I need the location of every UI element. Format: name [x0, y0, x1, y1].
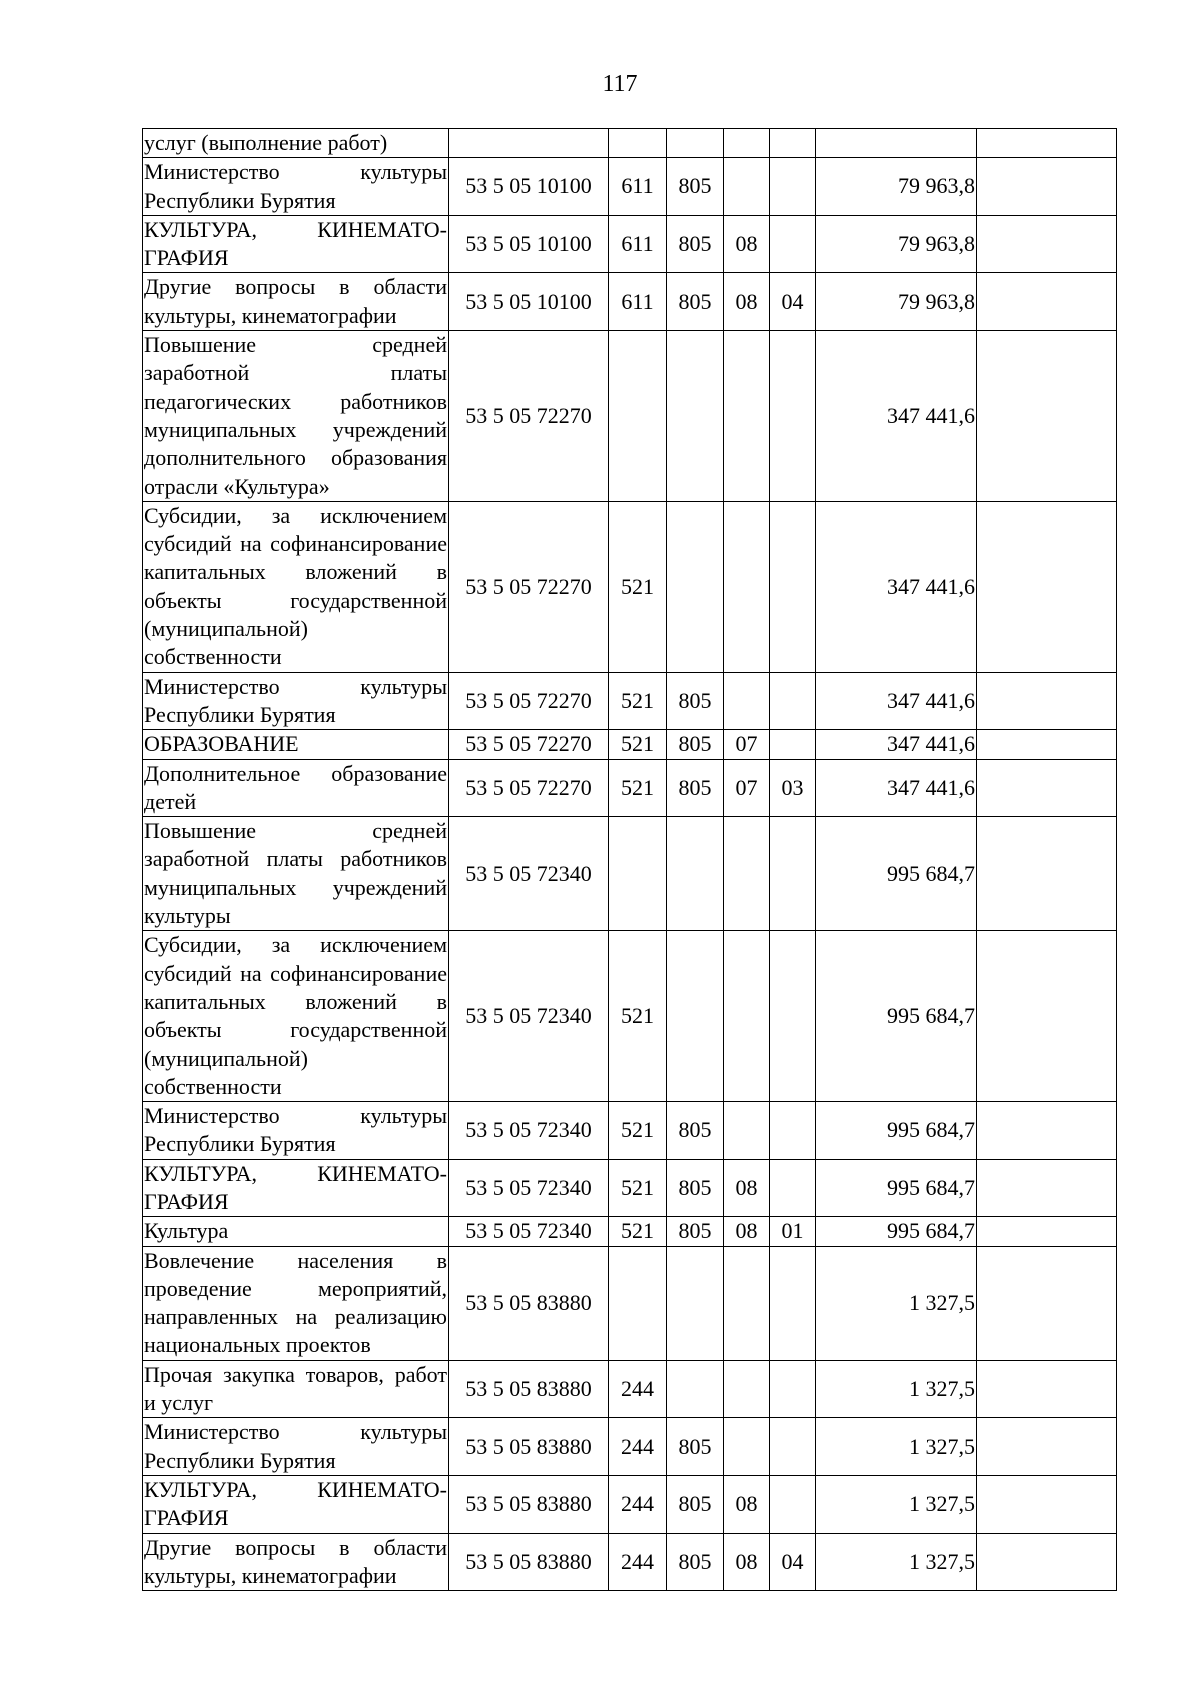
table-row [143, 672, 1117, 730]
expense-type-cell [609, 817, 667, 931]
expense-type-cell [609, 331, 667, 502]
amount-cell: 995 684,7 [816, 1217, 977, 1246]
row-name-cell: Министерство культуры Республики Бурятия [143, 672, 449, 730]
target-code-cell: 53 5 05 83880 [449, 1360, 609, 1418]
row-name-cell: Другие вопросы в области культуры, кинематографии [143, 1533, 449, 1591]
amount-cell: 79 963,8 [816, 158, 977, 216]
target-code-cell: 53 5 05 83880 [449, 1246, 609, 1360]
section-cell: 08 [724, 1533, 770, 1591]
table-row [143, 158, 1117, 216]
subsection-cell: 03 [770, 759, 816, 817]
table-row [143, 1533, 1117, 1591]
expense-type-cell: 521 [609, 1159, 667, 1217]
target-code-cell: 53 5 05 72270 [449, 331, 609, 502]
amount-cell: 1 327,5 [816, 1360, 977, 1418]
table-row [143, 1246, 1117, 1360]
section-cell [724, 1102, 770, 1160]
ministry-code-cell: 805 [667, 730, 724, 759]
section-cell: 08 [724, 273, 770, 331]
target-code-cell: 53 5 05 10100 [449, 215, 609, 273]
subsection-cell [770, 672, 816, 730]
empty-cell [977, 1418, 1117, 1476]
amount-cell: 347 441,6 [816, 501, 977, 672]
section-cell [724, 129, 770, 158]
empty-cell [977, 1217, 1117, 1246]
amount-cell: 347 441,6 [816, 672, 977, 730]
target-code-cell: 53 5 05 83880 [449, 1533, 609, 1591]
target-code-cell: 53 5 05 72340 [449, 931, 609, 1102]
subsection-cell [770, 501, 816, 672]
subsection-cell [770, 1102, 816, 1160]
ministry-code-cell: 805 [667, 273, 724, 331]
table-row [143, 1102, 1117, 1160]
subsection-cell [770, 730, 816, 759]
page-number: 117 [602, 71, 638, 97]
section-cell: 07 [724, 730, 770, 759]
row-name-cell: Субсидии, за исключением субсидий на софинансирование капитальных вложений в объекты государственной (муниципальной) собственности [143, 931, 449, 1102]
section-cell: 07 [724, 759, 770, 817]
section-cell [724, 1246, 770, 1360]
table-row [143, 759, 1117, 817]
table-row [143, 273, 1117, 331]
empty-cell [977, 129, 1117, 158]
target-code-cell: 53 5 05 83880 [449, 1418, 609, 1476]
subsection-cell [770, 1418, 816, 1476]
ministry-code-cell: 805 [667, 1217, 724, 1246]
ministry-code-cell: 805 [667, 1475, 724, 1533]
expense-type-cell: 521 [609, 1102, 667, 1160]
empty-cell [977, 1533, 1117, 1591]
expense-type-cell [609, 1246, 667, 1360]
amount-cell [816, 129, 977, 158]
subsection-cell [770, 1159, 816, 1217]
ministry-code-cell: 805 [667, 1102, 724, 1160]
subsection-cell: 04 [770, 273, 816, 331]
amount-cell: 995 684,7 [816, 817, 977, 931]
row-name-cell: Субсидии, за исключением субсидий на софинансирование капитальных вложений в объекты государственной (муниципальной) собственности [143, 501, 449, 672]
table-row [143, 931, 1117, 1102]
amount-cell: 79 963,8 [816, 273, 977, 331]
subsection-cell [770, 1246, 816, 1360]
row-name-cell: Вовлечение населения в проведение мероприятий, направленных на реализацию национальных проектов [143, 1246, 449, 1360]
empty-cell [977, 1102, 1117, 1160]
empty-cell [977, 1159, 1117, 1217]
table-row [143, 1418, 1117, 1476]
ministry-code-cell: 805 [667, 1159, 724, 1217]
section-cell: 08 [724, 1217, 770, 1246]
subsection-cell [770, 931, 816, 1102]
subsection-cell [770, 1360, 816, 1418]
empty-cell [977, 158, 1117, 216]
target-code-cell: 53 5 05 72270 [449, 672, 609, 730]
section-cell [724, 672, 770, 730]
section-cell: 08 [724, 215, 770, 273]
table-row [143, 215, 1117, 273]
target-code-cell: 53 5 05 72340 [449, 1102, 609, 1160]
target-code-cell: 53 5 05 83880 [449, 1475, 609, 1533]
expense-type-cell: 611 [609, 273, 667, 331]
amount-cell: 995 684,7 [816, 1102, 977, 1160]
expense-type-cell: 521 [609, 730, 667, 759]
expense-type-cell: 611 [609, 158, 667, 216]
row-name-cell: КУЛЬТУРА, КИНЕМАТО-ГРАФИЯ [143, 215, 449, 273]
amount-cell: 1 327,5 [816, 1418, 977, 1476]
ministry-code-cell: 805 [667, 215, 724, 273]
expense-type-cell: 244 [609, 1475, 667, 1533]
target-code-cell: 53 5 05 72340 [449, 817, 609, 931]
amount-cell: 347 441,6 [816, 331, 977, 502]
section-cell [724, 331, 770, 502]
table-row [143, 730, 1117, 759]
section-cell [724, 158, 770, 216]
section-cell: 08 [724, 1475, 770, 1533]
subsection-cell [770, 215, 816, 273]
expense-type-cell: 244 [609, 1360, 667, 1418]
section-cell [724, 1418, 770, 1476]
row-name-cell: Министерство культуры Республики Бурятия [143, 1418, 449, 1476]
row-name-cell: Дополнительное образование детей [143, 759, 449, 817]
row-name-cell: Повышение средней заработной платы работников муниципальных учреждений культуры [143, 817, 449, 931]
table-row [143, 1360, 1117, 1418]
target-code-cell: 53 5 05 72270 [449, 730, 609, 759]
amount-cell: 1 327,5 [816, 1475, 977, 1533]
table-row [143, 1159, 1117, 1217]
subsection-cell [770, 331, 816, 502]
expense-type-cell: 244 [609, 1533, 667, 1591]
budget-table [142, 128, 1117, 1591]
section-cell [724, 1360, 770, 1418]
amount-cell: 995 684,7 [816, 1159, 977, 1217]
empty-cell [977, 931, 1117, 1102]
subsection-cell: 04 [770, 1533, 816, 1591]
ministry-code-cell [667, 331, 724, 502]
amount-cell: 1 327,5 [816, 1246, 977, 1360]
row-name-cell: ОБРАЗОВАНИЕ [143, 730, 449, 759]
row-name-cell: Министерство культуры Республики Бурятия [143, 158, 449, 216]
empty-cell [977, 215, 1117, 273]
empty-cell [977, 730, 1117, 759]
expense-type-cell: 611 [609, 215, 667, 273]
empty-cell [977, 1246, 1117, 1360]
row-name-cell: Другие вопросы в области культуры, кинематографии [143, 273, 449, 331]
target-code-cell: 53 5 05 72340 [449, 1217, 609, 1246]
target-code-cell: 53 5 05 72270 [449, 759, 609, 817]
subsection-cell [770, 158, 816, 216]
ministry-code-cell [667, 129, 724, 158]
ministry-code-cell [667, 1246, 724, 1360]
empty-cell [977, 1475, 1117, 1533]
row-name-cell: Министерство культуры Республики Бурятия [143, 1102, 449, 1160]
ministry-code-cell [667, 1360, 724, 1418]
ministry-code-cell [667, 817, 724, 931]
ministry-code-cell: 805 [667, 158, 724, 216]
amount-cell: 347 441,6 [816, 759, 977, 817]
expense-type-cell: 244 [609, 1418, 667, 1476]
row-name-cell: услуг (выполнение работ) [143, 129, 449, 158]
row-name-cell: Повышение средней заработной платы педагогических работников муниципальных учреждений дополнительного образования отрасли «Культура» [143, 331, 449, 502]
target-code-cell: 53 5 05 72270 [449, 501, 609, 672]
target-code-cell: 53 5 05 10100 [449, 158, 609, 216]
empty-cell [977, 501, 1117, 672]
section-cell [724, 501, 770, 672]
row-name-cell: Культура [143, 1217, 449, 1246]
section-cell [724, 817, 770, 931]
empty-cell [977, 273, 1117, 331]
amount-cell: 347 441,6 [816, 730, 977, 759]
row-name-cell: КУЛЬТУРА, КИНЕМАТО-ГРАФИЯ [143, 1475, 449, 1533]
expense-type-cell: 521 [609, 931, 667, 1102]
empty-cell [977, 759, 1117, 817]
ministry-code-cell: 805 [667, 672, 724, 730]
subsection-cell [770, 1475, 816, 1533]
section-cell: 08 [724, 1159, 770, 1217]
amount-cell: 995 684,7 [816, 931, 977, 1102]
empty-cell [977, 672, 1117, 730]
ministry-code-cell: 805 [667, 1418, 724, 1476]
ministry-code-cell: 805 [667, 759, 724, 817]
row-name-cell: КУЛЬТУРА, КИНЕМАТО-ГРАФИЯ [143, 1159, 449, 1217]
table-row [143, 1217, 1117, 1246]
table-row [143, 501, 1117, 672]
table-row [143, 331, 1117, 502]
ministry-code-cell [667, 501, 724, 672]
expense-type-cell: 521 [609, 759, 667, 817]
expense-type-cell: 521 [609, 1217, 667, 1246]
target-code-cell: 53 5 05 10100 [449, 273, 609, 331]
table-row [143, 1475, 1117, 1533]
section-cell [724, 931, 770, 1102]
subsection-cell: 01 [770, 1217, 816, 1246]
table-row [143, 817, 1117, 931]
amount-cell: 1 327,5 [816, 1533, 977, 1591]
empty-cell [977, 331, 1117, 502]
table-row [143, 129, 1117, 158]
subsection-cell [770, 129, 816, 158]
empty-cell [977, 1360, 1117, 1418]
ministry-code-cell: 805 [667, 1533, 724, 1591]
amount-cell: 79 963,8 [816, 215, 977, 273]
target-code-cell [449, 129, 609, 158]
expense-type-cell: 521 [609, 501, 667, 672]
target-code-cell: 53 5 05 72340 [449, 1159, 609, 1217]
row-name-cell: Прочая закупка товаров, работ и услуг [143, 1360, 449, 1418]
expense-type-cell [609, 129, 667, 158]
ministry-code-cell [667, 931, 724, 1102]
expense-type-cell: 521 [609, 672, 667, 730]
empty-cell [977, 817, 1117, 931]
subsection-cell [770, 817, 816, 931]
